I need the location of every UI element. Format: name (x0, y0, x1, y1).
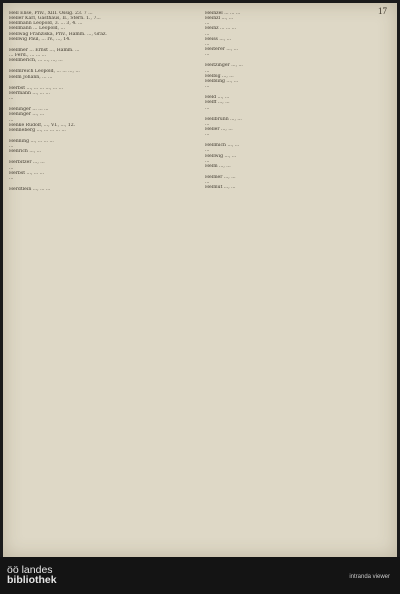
viewer-label: intranda viewer (349, 574, 390, 580)
directory-entry: ... (9, 117, 14, 123)
directory-entry: Helm ..., ... (205, 163, 231, 169)
directory-entry: ... (205, 158, 210, 164)
directory-entry: Herbitzer ..., ... (9, 160, 45, 166)
directory-entry: Henning ..., ... ... ... (9, 138, 54, 144)
brand-line-2: bibliothek (7, 574, 57, 586)
directory-entry: Helff ..., ... (205, 100, 230, 106)
directory-entry: Heller Karl, Gasthaus, II., Stern. 1., 7... (9, 16, 101, 22)
directory-entry: Heinzl ..., ... (205, 16, 234, 22)
directory-entry: Hellmich ..., ... (205, 143, 240, 149)
directory-entry: Hellwag Franziska, Priv., Hamm. ..., Graz. (9, 31, 107, 37)
directory-entry: Hellwig Paul, ... IV., ..., 14. (9, 36, 71, 42)
directory-entry: Heller ..., ... (205, 126, 233, 132)
directory-entry: ... (205, 52, 210, 58)
directory-entry: ... (9, 96, 14, 102)
directory-entry: ... (205, 68, 210, 74)
directory-entry: Helm Johann, ... ... (9, 74, 53, 80)
directory-entry: ... Ferd., ... ... ... (9, 53, 47, 59)
directory-entry: ... (205, 121, 210, 127)
directory-entry: Heninger ..., ... (9, 112, 45, 118)
directory-entry: ... (205, 148, 210, 154)
directory-entry: Hell Elise, Priv., XIII. Ossig. 23. 7 ... (9, 11, 93, 16)
directory-entry: Henneberg ..., ... ... ... ... (9, 127, 66, 133)
directory-entry: Helmer ..., ... (205, 175, 236, 181)
page-number: 17 (378, 6, 387, 16)
directory-entry: Hellmer ... Ernst ..., Hamm. ... (9, 47, 80, 53)
directory-entry: Hellmann ... Leopold, ... (9, 26, 65, 32)
viewer-footer (0, 557, 400, 594)
directory-entry: ... (205, 31, 210, 37)
directory-entry: Heiss ..., ... (205, 36, 232, 42)
column-left (9, 11, 195, 192)
directory-entry: Herbst ..., ... ... (9, 170, 45, 176)
directory-entry: Hellmann Leopold, 3. ... 3, 4. ... (9, 21, 83, 27)
brand-line-1: öö landes (7, 564, 53, 576)
document-page (3, 3, 397, 557)
directory-entry: Helbig ..., ... (205, 73, 234, 79)
directory-entry: ... (205, 132, 210, 138)
directory-entry: ... (9, 175, 14, 181)
directory-entry: Hellwig ..., ... (205, 153, 237, 159)
directory-entry: Henrich ..., ... (9, 149, 42, 155)
directory-entry: Heiterer ..., ... (205, 47, 239, 53)
directory-entry: ... (205, 21, 210, 27)
directory-entry: Helbling ..., ... (205, 78, 239, 84)
directory-entry: Heinzel ... ... ... (205, 11, 241, 16)
library-logo[interactable] (7, 565, 57, 585)
directory-entry: ... (205, 180, 210, 186)
directory-entry: Heninger ... ... ... (9, 107, 49, 113)
directory-entry: Herdtlein ..., ... ... (9, 187, 51, 193)
directory-entry: Hellmerich, ... ..., ..., ... (9, 58, 63, 64)
directory-entry: Henke Rudolf, ..., VI., ..., 12. (9, 122, 76, 128)
directory-entry: Helmreich Leopold, ... ... ..., ... (9, 69, 80, 75)
directory-entry: ... (205, 84, 210, 90)
directory-entry: ... (205, 41, 210, 47)
directory-entry: Heitzinger ..., ... (205, 63, 243, 69)
column-right (205, 11, 391, 191)
directory-entry: Heinz ... ... ... (205, 26, 237, 32)
directory-entry: ... (9, 144, 14, 150)
directory-entry: Herbst ..., ... ... ..., ... ... (9, 85, 64, 91)
directory-entry: Helmut ..., ... (205, 185, 236, 191)
directory-entry: ... (9, 165, 14, 171)
directory-entry: Hermann ..., ... ... (9, 90, 50, 96)
directory-entry: Hellbrunn ..., ... (205, 116, 242, 122)
directory-entry: ... (205, 105, 210, 111)
directory-entry: Held ..., ... (205, 95, 230, 101)
